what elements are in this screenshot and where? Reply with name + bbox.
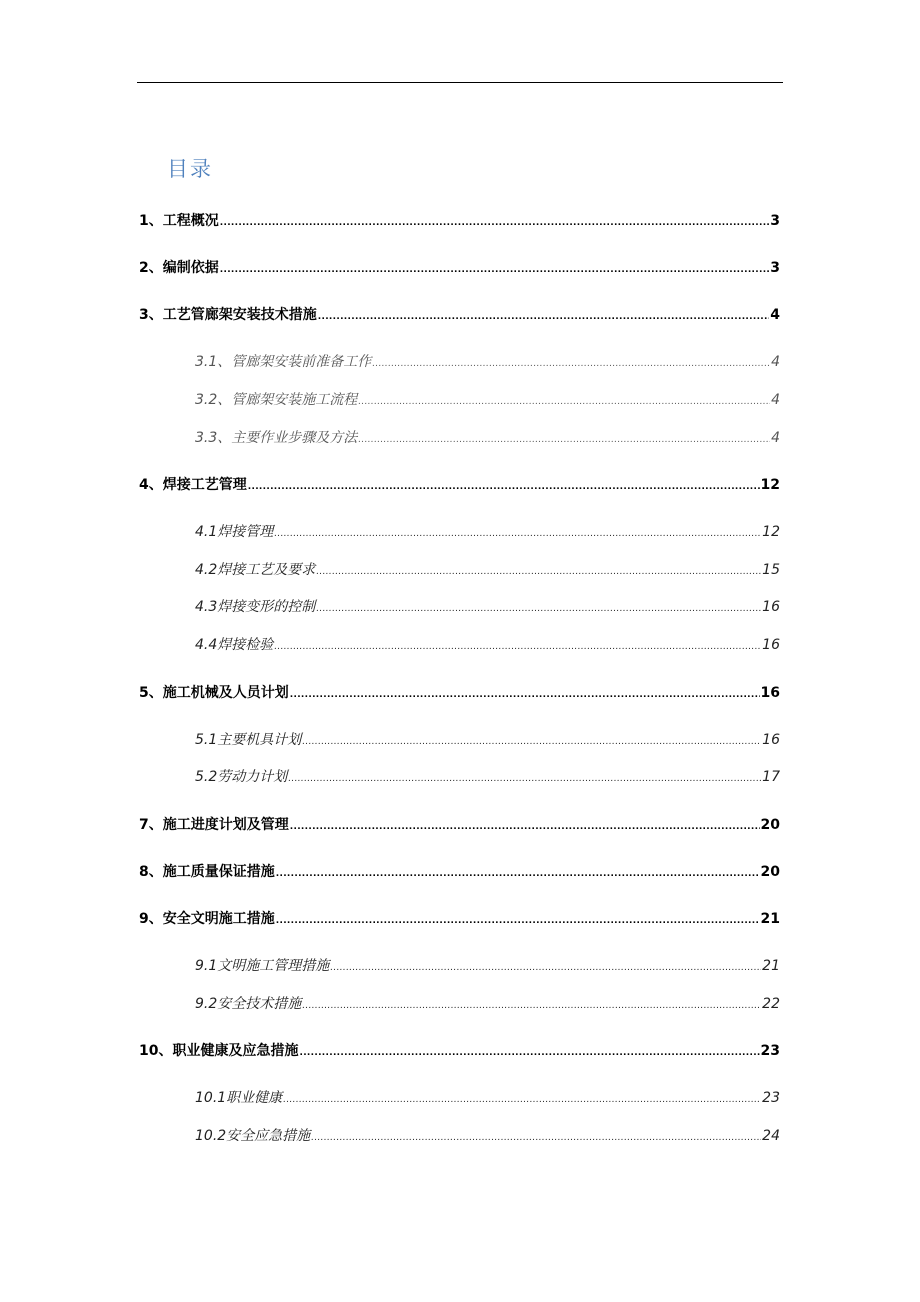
toc-entry-number: 5.2 [195, 769, 218, 785]
toc-entry-label: 工艺管廊架安装技术措施 [162, 307, 317, 323]
toc-entry[interactable] [139, 862, 780, 882]
toc-entry[interactable] [139, 683, 780, 703]
toc-entry-page: 24 [762, 1128, 780, 1144]
toc-entry-page: 16 [760, 685, 780, 701]
toc-entry-label: 管廊架安装施工流程 [231, 392, 358, 408]
toc-dot-leader [316, 597, 761, 617]
toc-entry-label: 安全技术措施 [217, 996, 302, 1012]
toc-entry-label: 管廊架安装前准备工作 [231, 354, 372, 370]
toc-entry-page: 12 [760, 477, 780, 493]
toc-entry-number: 4.2 [195, 562, 218, 578]
toc-entry-number: 1、 [139, 213, 163, 229]
toc-entry-page: 23 [762, 1090, 780, 1106]
toc-entry[interactable] [195, 522, 780, 542]
toc-entry-page: 21 [762, 958, 780, 974]
toc-entry[interactable] [139, 258, 780, 278]
toc-entry[interactable] [195, 597, 780, 617]
toc-dot-leader [299, 1041, 759, 1061]
toc-entry-page: 16 [762, 732, 780, 748]
toc-entry[interactable] [195, 560, 780, 580]
toc-entry-label: 安全文明施工措施 [162, 911, 275, 927]
toc-dot-leader [290, 815, 760, 835]
toc-entry-number: 5.1 [195, 732, 218, 748]
toc-entry-page: 4 [770, 307, 780, 323]
toc-entry-label: 安全应急措施 [226, 1128, 311, 1144]
toc-entry[interactable] [139, 305, 780, 325]
toc-dot-leader [311, 1126, 761, 1146]
toc-entry-page: 20 [760, 864, 780, 880]
toc-dot-leader [358, 390, 770, 410]
toc-entry-number: 4.1 [195, 524, 218, 540]
toc-entry[interactable] [195, 730, 780, 750]
toc-entry-label: 焊接变形的控制 [217, 599, 316, 615]
toc-entry-page: 22 [762, 996, 780, 1012]
toc-dot-leader [274, 522, 761, 542]
toc-entry-label: 主要作业步骤及方法 [231, 430, 358, 446]
toc-dot-leader [302, 730, 761, 750]
toc-entry-number: 8、 [139, 864, 163, 880]
toc-entry-label: 文明施工管理措施 [217, 958, 330, 974]
toc-entry[interactable] [195, 1126, 780, 1146]
toc-entry[interactable] [195, 1088, 780, 1108]
toc-entry-number: 3.1、 [195, 354, 232, 370]
toc-entry-number: 4.4 [195, 637, 218, 653]
toc-dot-leader [283, 1088, 761, 1108]
toc-entry-page: 20 [760, 817, 780, 833]
toc-entry-number: 7、 [139, 817, 163, 833]
toc-entry-number: 3.3、 [195, 430, 232, 446]
toc-entry-number: 9.1 [195, 958, 218, 974]
toc-entry-number: 10、 [139, 1043, 173, 1059]
toc-entry-label: 施工质量保证措施 [162, 864, 275, 880]
toc-entry-page: 12 [762, 524, 780, 540]
toc-entry-number: 4.3 [195, 599, 218, 615]
toc-entry-page: 17 [762, 769, 780, 785]
toc-entry-label: 施工进度计划及管理 [162, 817, 289, 833]
toc-entry-label: 劳动力计划 [217, 769, 288, 785]
toc-entry-page: 3 [770, 213, 780, 229]
toc-dot-leader [316, 560, 761, 580]
toc-entry-label: 施工机械及人员计划 [162, 685, 289, 701]
toc-entry[interactable] [139, 909, 780, 929]
toc-entry[interactable] [139, 475, 780, 495]
toc-entry-label: 焊接管理 [217, 524, 274, 540]
toc-dot-leader [276, 909, 760, 929]
toc-entry-page: 4 [771, 354, 780, 370]
toc-entry-label: 职业健康及应急措施 [172, 1043, 299, 1059]
toc-dot-leader [220, 258, 770, 278]
toc-entry-label: 主要机具计划 [217, 732, 302, 748]
toc-entry[interactable] [195, 994, 780, 1014]
toc-entry-number: 9.2 [195, 996, 218, 1012]
toc-dot-leader [302, 994, 761, 1014]
toc-dot-leader [290, 683, 760, 703]
toc-entry-number: 3.2、 [195, 392, 232, 408]
toc-entry-label: 焊接工艺及要求 [217, 562, 316, 578]
toc-entry-number: 2、 [139, 260, 163, 276]
toc-title: 目录 [167, 157, 213, 181]
toc-entry-page: 4 [771, 430, 780, 446]
toc-entry-number: 10.1 [195, 1090, 227, 1106]
toc-dot-leader [276, 862, 760, 882]
toc-entry-page: 16 [762, 637, 780, 653]
toc-dot-leader [248, 475, 760, 495]
toc-entry-number: 5、 [139, 685, 163, 701]
toc-entry[interactable] [195, 428, 780, 448]
toc-entry-label: 编制依据 [162, 260, 219, 276]
toc-entry-page: 23 [760, 1043, 780, 1059]
toc-entry-page: 3 [770, 260, 780, 276]
toc-entry[interactable] [195, 956, 780, 976]
toc-dot-leader [288, 767, 761, 787]
toc-entry-label: 工程概况 [162, 213, 219, 229]
toc-dot-leader [220, 211, 770, 231]
toc-entry[interactable] [195, 767, 780, 787]
toc-entry-number: 4、 [139, 477, 163, 493]
toc-entry-number: 10.2 [195, 1128, 227, 1144]
toc-dot-leader [318, 305, 770, 325]
toc-entry-label: 职业健康 [226, 1090, 283, 1106]
header-rule [137, 82, 783, 83]
toc-dot-leader [358, 428, 770, 448]
toc-entry-label: 焊接工艺管理 [162, 477, 247, 493]
toc-entry[interactable] [139, 211, 780, 231]
toc-entry-page: 16 [762, 599, 780, 615]
toc-entry[interactable] [139, 1041, 780, 1061]
toc-entry[interactable] [195, 390, 780, 410]
toc-entry-number: 3、 [139, 307, 163, 323]
toc-dot-leader [372, 352, 770, 372]
toc-dot-leader [330, 956, 761, 976]
toc-entry[interactable] [195, 635, 780, 655]
toc-entry[interactable] [139, 815, 780, 835]
toc-entry[interactable] [195, 352, 780, 372]
toc-entry-number: 9、 [139, 911, 163, 927]
toc-dot-leader [274, 635, 761, 655]
toc-entry-page: 21 [760, 911, 780, 927]
toc-entry-page: 15 [762, 562, 780, 578]
toc-entry-label: 焊接检验 [217, 637, 274, 653]
toc-entry-page: 4 [771, 392, 780, 408]
